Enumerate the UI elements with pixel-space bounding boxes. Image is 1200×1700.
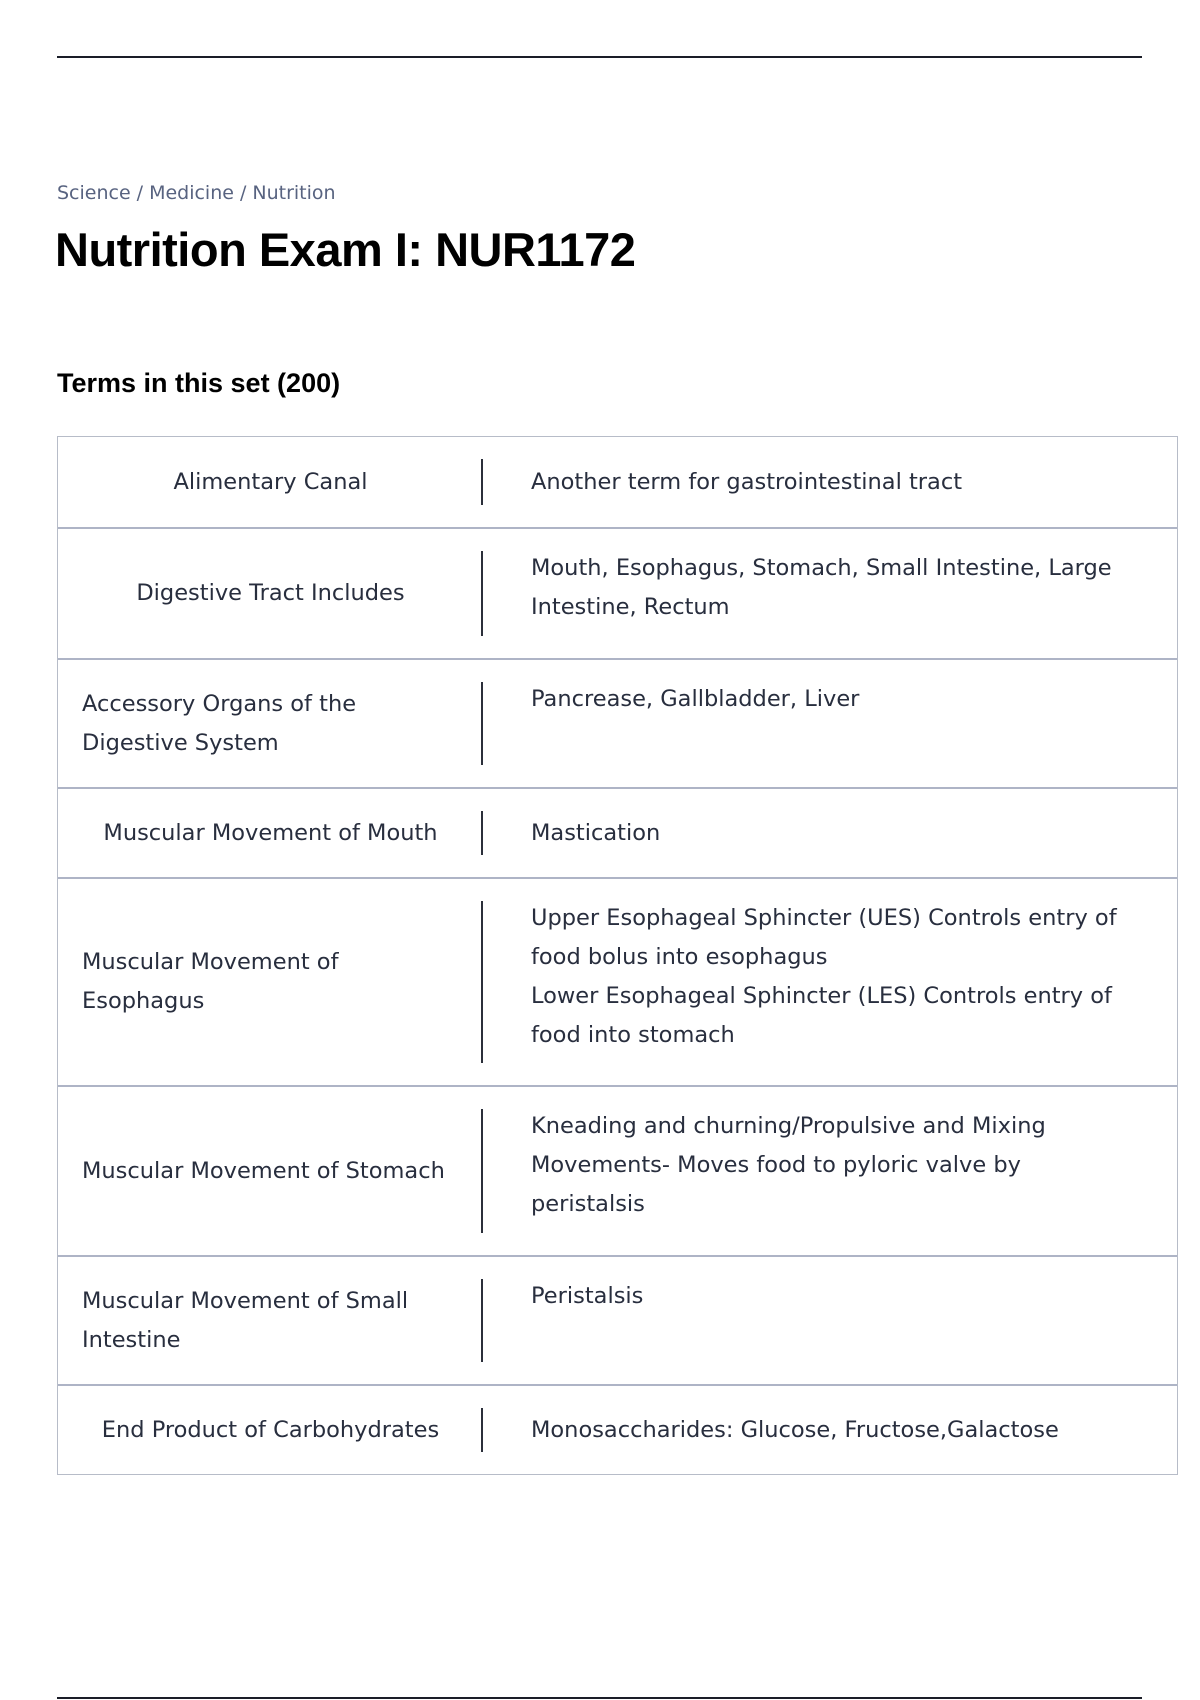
breadcrumb-link-medicine[interactable]: Medicine (149, 182, 234, 204)
term-row (58, 787, 1177, 877)
top-divider (57, 56, 1142, 58)
page-title: Nutrition Exam I: NUR1172 (55, 223, 636, 276)
definition-text (483, 1257, 1177, 1384)
term-text: Muscular Movement of Stomach (82, 1157, 445, 1184)
term-row (58, 1255, 1177, 1384)
definition-text (483, 1087, 1177, 1255)
definition-line: Another term for gastrointestinal tract (531, 468, 963, 495)
breadcrumb (57, 182, 336, 204)
term-text: Muscular Movement of Esophagus (82, 949, 339, 1014)
definition-line: Pancrease, Gallbladder, Liver (531, 686, 860, 712)
term-text: Muscular Movement of Small Intestine (82, 1287, 409, 1353)
breadcrumb-separator: / (239, 182, 247, 204)
definition-line: Lower Esophageal Sphincter (LES) Controls entry of food into stomach (531, 983, 1112, 1048)
term-text: Digestive Tract Includes (136, 580, 405, 606)
definition-text (483, 529, 1177, 658)
definition-line: Peristalsis (531, 1283, 644, 1309)
term-row (58, 1085, 1177, 1255)
definition-text (483, 437, 1177, 527)
terms-table (57, 436, 1178, 1475)
definition-text (483, 1386, 1177, 1474)
definition-line: Kneading and churning/Propulsive and Mixing Movements- Moves food to pyloric valve by peristalsis (531, 1113, 1046, 1217)
breadcrumb-separator: / (136, 182, 144, 204)
definition-text (483, 660, 1177, 787)
breadcrumb-link-science[interactable]: Science (57, 182, 131, 204)
terms-heading: Terms in this set (200) (57, 368, 341, 398)
breadcrumb-link-nutrition[interactable]: Nutrition (252, 182, 336, 204)
definition-text (483, 879, 1177, 1085)
bottom-divider (57, 1697, 1142, 1699)
term-row (58, 437, 1177, 527)
term-row (58, 527, 1177, 658)
term-row (58, 1384, 1177, 1474)
definition-line: Mastication (531, 819, 661, 846)
term-text: Muscular Movement of Mouth (103, 819, 438, 846)
term-text: Accessory Organs of the Digestive System (82, 690, 357, 756)
definition-line: Mouth, Esophagus, Stomach, Small Intestine, Large Intestine, Rectum (531, 555, 1112, 620)
term-row (58, 658, 1177, 787)
term-row (58, 877, 1177, 1085)
definition-text (483, 789, 1177, 877)
term-text: Alimentary Canal (173, 468, 368, 495)
definition-line: Upper Esophageal Sphincter (UES) Controls entry of food bolus into esophagus (531, 905, 1117, 970)
term-text: End Product of Carbohydrates (101, 1416, 440, 1443)
definition-line: Monosaccharides: Glucose, Fructose,Galactose (531, 1416, 1059, 1443)
